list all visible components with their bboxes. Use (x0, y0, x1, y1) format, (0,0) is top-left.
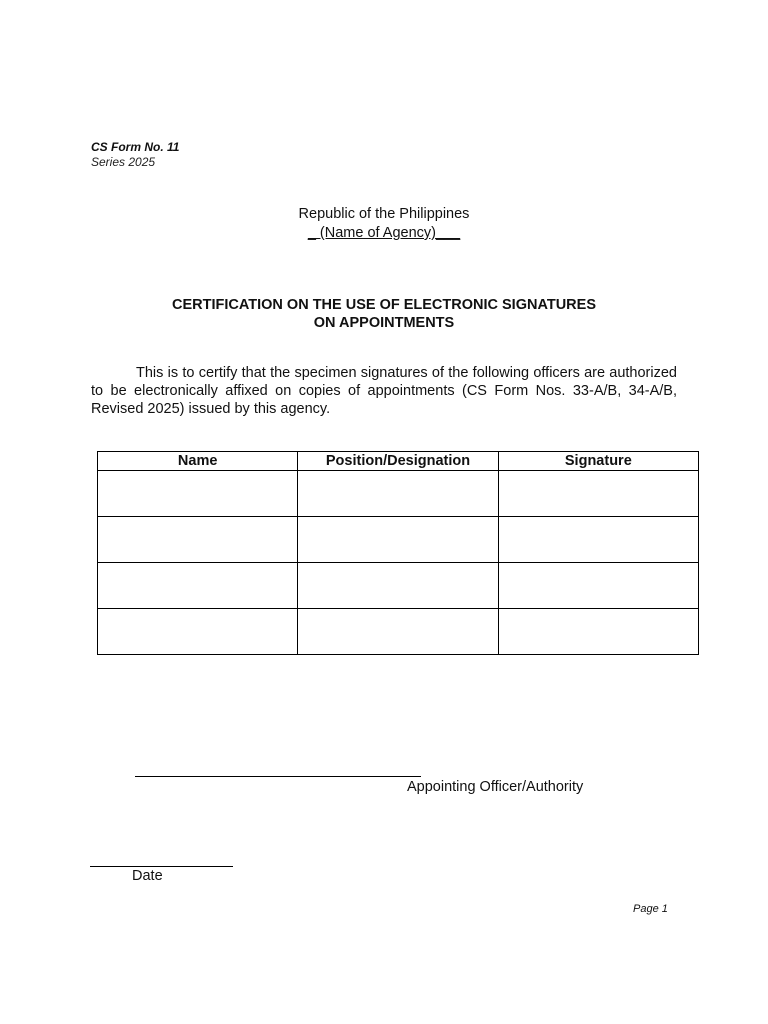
title-line-2: ON APPOINTMENTS (313, 315, 455, 331)
form-series: Series 2025 (91, 155, 156, 169)
agency-name-field (0, 225, 768, 242)
signature-line[interactable] (135, 776, 421, 777)
signatory-label: Appointing Officer/Authority (407, 779, 584, 795)
agency-name-text: _ (Name of Agency)___ (307, 225, 461, 241)
table-row (98, 471, 699, 517)
position-cell[interactable] (298, 471, 498, 517)
table-row (98, 609, 699, 655)
name-cell[interactable] (98, 609, 298, 655)
title-line-1: CERTIFICATION ON THE USE OF ELECTRONIC SIGNATURES (172, 297, 596, 313)
signature-cell[interactable] (498, 563, 698, 609)
signature-cell[interactable] (498, 517, 698, 563)
position-cell[interactable] (298, 517, 498, 563)
column-header-name: Name (98, 452, 298, 471)
page-number: Page 1 (633, 903, 668, 915)
column-header-position: Position/Designation (298, 452, 498, 471)
certification-paragraph: This is to certify that the specimen signatures of the following officers are authorized to be electronically affixed on copies of appointments (CS Form Nos. 33-A/B, 34-A/B, Revised 2025) issued by this agency. (91, 365, 677, 417)
date-line[interactable] (90, 866, 233, 867)
name-cell[interactable] (98, 517, 298, 563)
table-row (98, 563, 699, 609)
position-cell[interactable] (298, 609, 498, 655)
signature-cell[interactable] (498, 471, 698, 517)
column-header-signature: Signature (498, 452, 698, 471)
name-cell[interactable] (98, 471, 298, 517)
date-label: Date (132, 868, 163, 884)
position-cell[interactable] (298, 563, 498, 609)
republic-heading: Republic of the Philippines (298, 206, 470, 222)
officers-table (97, 451, 699, 655)
document-title (0, 296, 768, 332)
name-cell[interactable] (98, 563, 298, 609)
table-row (98, 517, 699, 563)
signature-cell[interactable] (498, 609, 698, 655)
table-header-row (98, 452, 699, 471)
form-number: CS Form No. 11 (91, 140, 180, 154)
